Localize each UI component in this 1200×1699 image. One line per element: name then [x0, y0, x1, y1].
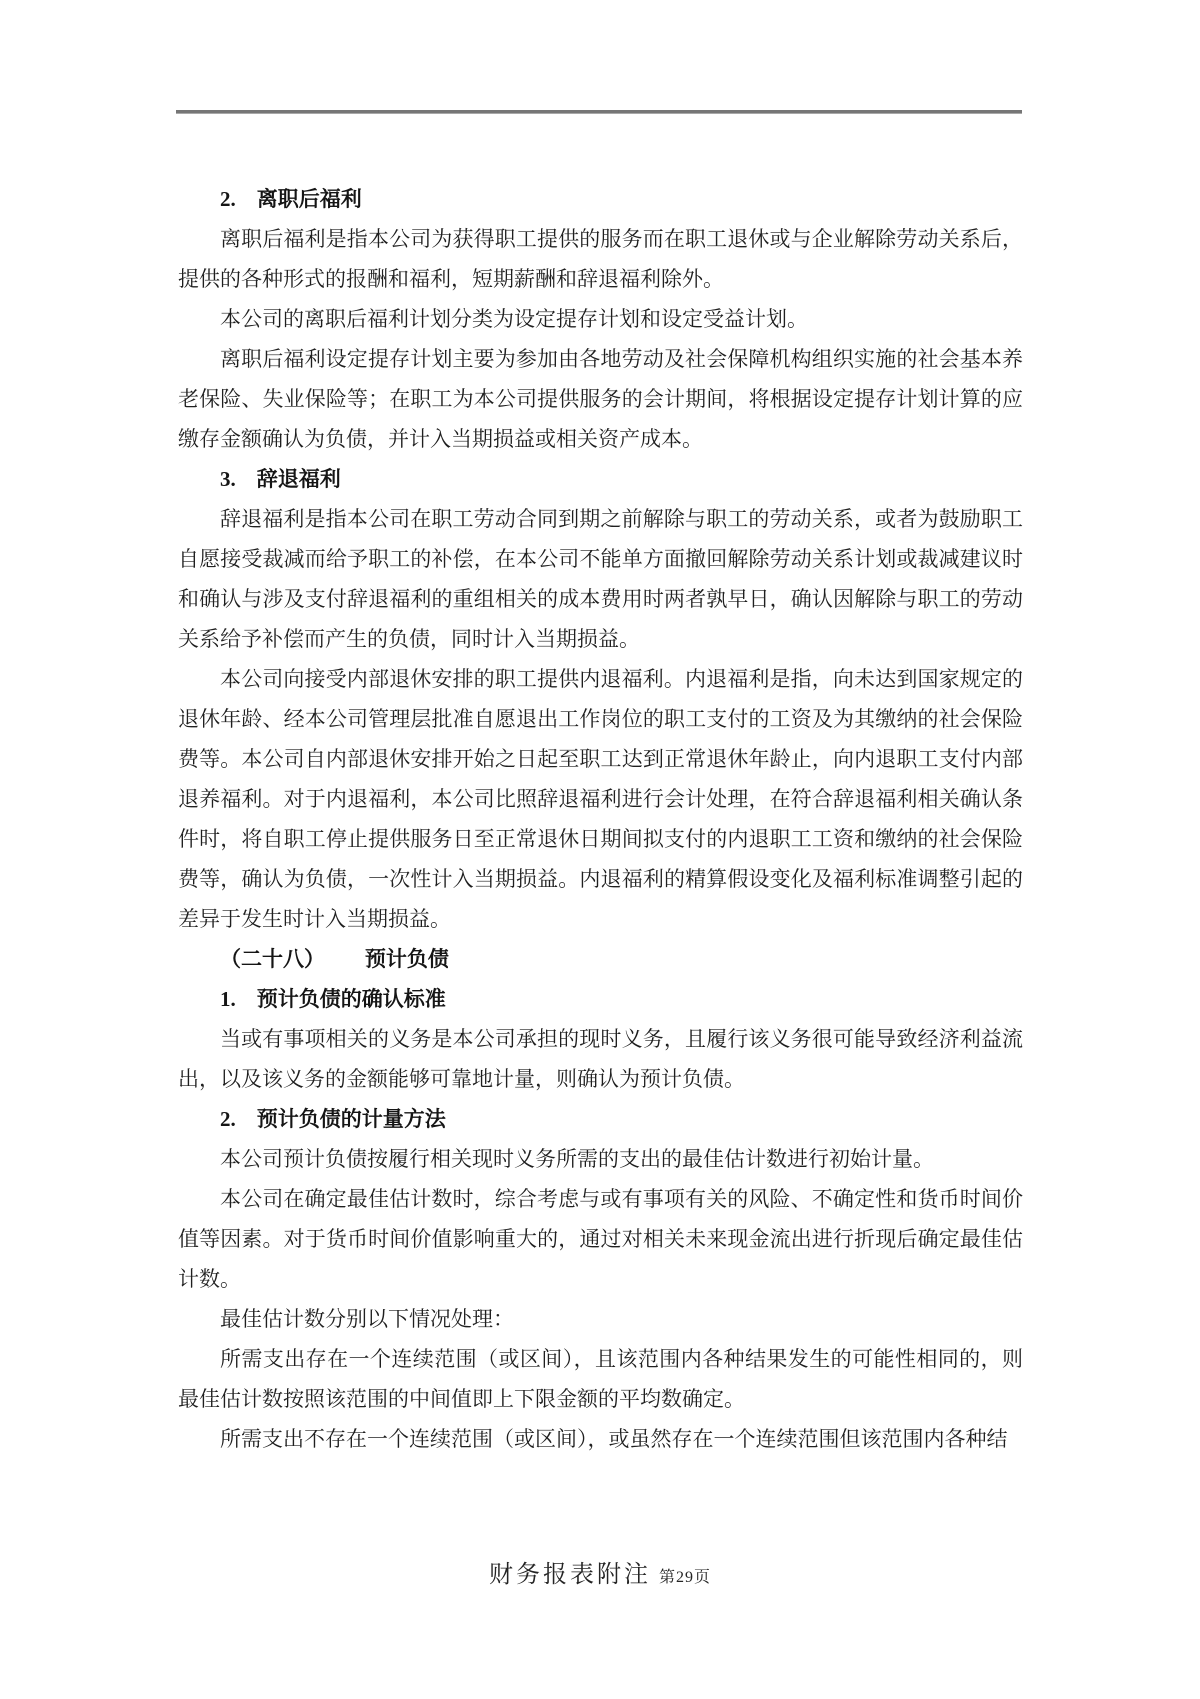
heading-title: 辞退福利 — [256, 467, 341, 491]
heading-title: 预计负债的计量方法 — [256, 1107, 446, 1131]
header-rule — [176, 110, 1022, 114]
footer-page-number: 第29页 — [658, 1569, 711, 1586]
heading-title: 离职后福利 — [256, 187, 362, 211]
sub-heading — [178, 459, 1023, 499]
heading-title: 预计负债 — [364, 947, 449, 971]
paragraph: 本公司的离职后福利计划分类为设定提存计划和设定受益计划。 — [220, 307, 808, 331]
paragraph: 本公司在确定最佳估计数时，综合考虑与或有事项有关的风险、不确定性和货币时间价值等因素。对于货币时间价值影响重大的，通过对相关未来现金流出进行折现后确定最佳估计数。 — [178, 1187, 1023, 1291]
sub-heading — [178, 1099, 1023, 1139]
footer-title: 财务报表附注 — [488, 1562, 651, 1588]
heading-number: 2. — [220, 1107, 236, 1131]
paragraph: 离职后福利是指本公司为获得职工提供的服务而在职工退休或与企业解除劳动关系后，提供的各种形式的报酬和福利，短期薪酬和辞退福利除外。 — [178, 227, 1023, 291]
heading-number: （二十八） — [220, 947, 325, 971]
paragraph: 最佳估计数分别以下情况处理： — [220, 1307, 514, 1331]
paragraph: 所需支出存在一个连续范围（或区间），且该范围内各种结果发生的可能性相同的，则最佳估计数按照该范围的中间值即上下限金额的平均数确定。 — [178, 1347, 1023, 1411]
heading-number: 1. — [220, 987, 236, 1011]
paragraph: 本公司向接受内部退休安排的职工提供内退福利。内退福利是指，向未达到国家规定的退休年龄、经本公司管理层批准自愿退出工作岗位的职工支付的工资及为其缴纳的社会保险费等。本公司自内部退休安排开始之日起至职工达到正常退休年龄止，向内退职工支付内部退养福利。对于内退福利，本公司比照辞退福利进行会计处理，在符合辞退福利相关确认条件时，将自职工停止提供服务日至正常退休日期间拟支付的内退职工工资和缴纳的社会保险费等，确认为负债，一次性计入当期损益。内退福利的精算假设变化及福利标准调整引起的差异于发生时计入当期损益。 — [178, 667, 1023, 931]
page-footer — [0, 1558, 1200, 1595]
paragraph: 辞退福利是指本公司在职工劳动合同到期之前解除与职工的劳动关系，或者为鼓励职工自愿接受裁减而给予职工的补偿，在本公司不能单方面撤回解除劳动关系计划或裁减建议时和确认与涉及支付辞退福利的重组相关的成本费用时两者孰早日，确认因解除与职工的劳动关系给予补偿而产生的负债，同时计入当期损益。 — [178, 507, 1023, 651]
section-heading — [178, 939, 1023, 979]
heading-number: 2. — [220, 187, 236, 211]
heading-title: 预计负债的确认标准 — [256, 987, 446, 1011]
paragraph: 所需支出不存在一个连续范围（或区间），或虽然存在一个连续范围但该范围内各种结 — [220, 1427, 1008, 1451]
document-content — [178, 179, 1023, 1459]
paragraph: 当或有事项相关的义务是本公司承担的现时义务，且履行该义务很可能导致经济利益流出，以及该义务的金额能够可靠地计量，则确认为预计负债。 — [178, 1027, 1023, 1091]
sub-heading — [178, 979, 1023, 1019]
sub-heading — [178, 179, 1023, 219]
heading-number: 3. — [220, 467, 236, 491]
paragraph: 本公司预计负债按履行相关现时义务所需的支出的最佳估计数进行初始计量。 — [220, 1147, 934, 1171]
paragraph: 离职后福利设定提存计划主要为参加由各地劳动及社会保障机构组织实施的社会基本养老保险、失业保险等；在职工为本公司提供服务的会计期间，将根据设定提存计划计算的应缴存金额确认为负债，并计入当期损益或相关资产成本。 — [178, 347, 1023, 451]
